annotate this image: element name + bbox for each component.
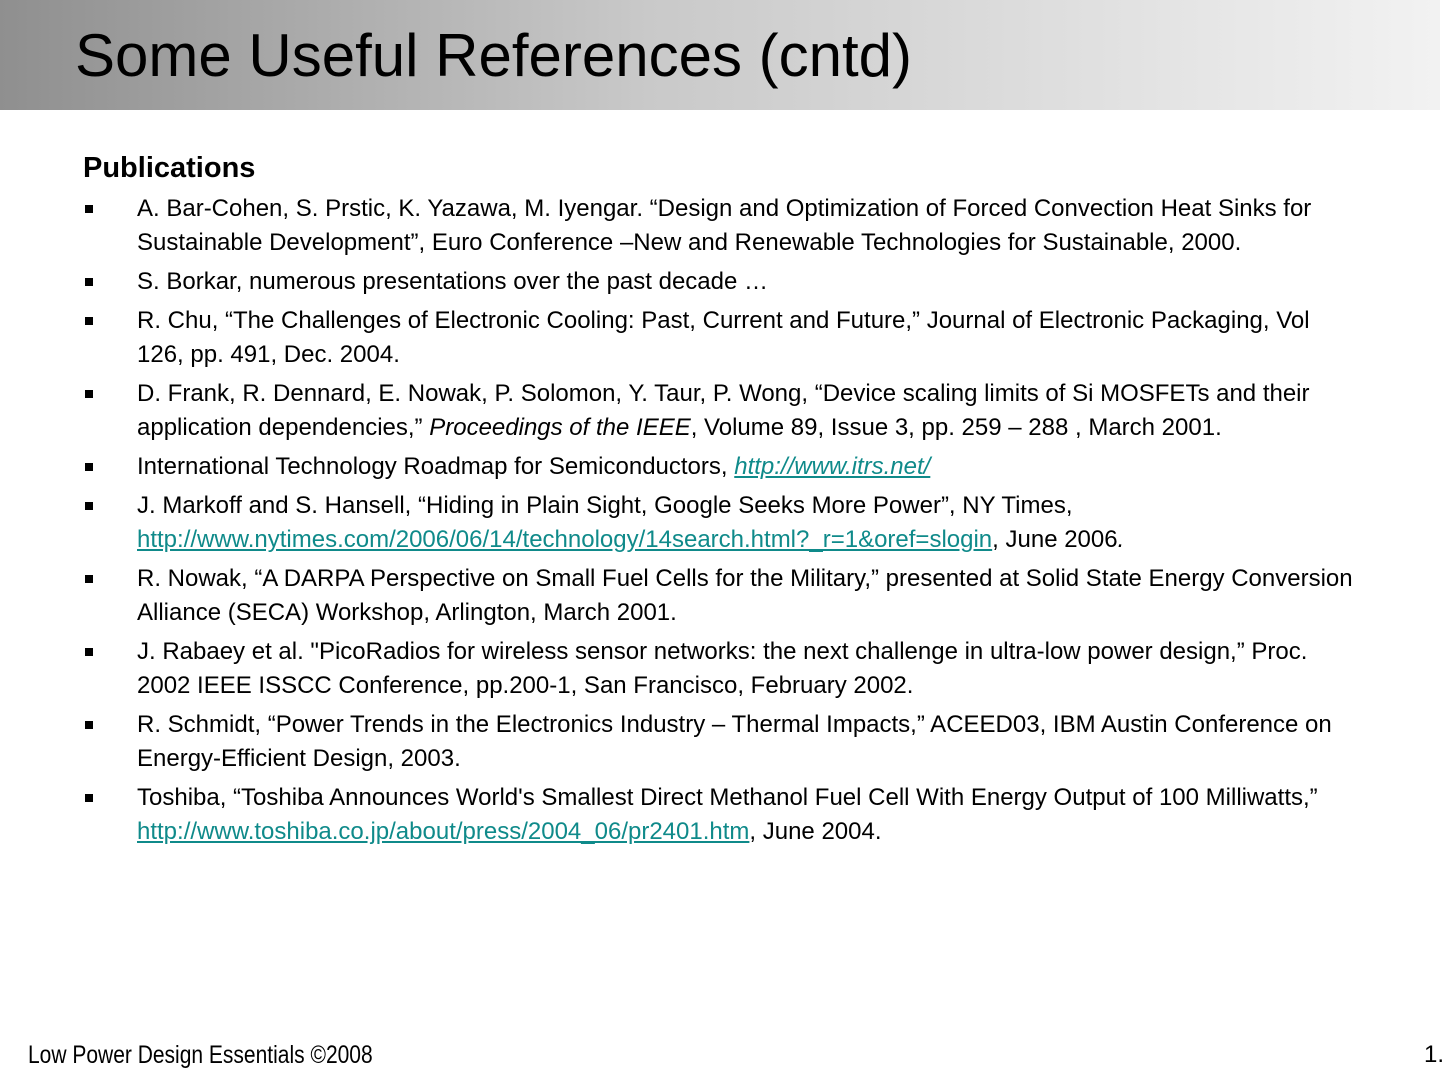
reference-url-link[interactable]: http://www.itrs.net/ xyxy=(734,453,931,480)
square-bullet-icon xyxy=(85,205,93,213)
reference-item xyxy=(83,192,1353,260)
reference-text: R. Chu, “The Challenges of Electronic Cooling: Past, Current and Future,” Journal of Electronic Packaging, Vol 126, pp. 491, Dec. 2004. xyxy=(137,307,1310,368)
reference-italic-text: . xyxy=(1117,526,1125,553)
reference-text: Toshiba, “Toshiba Announces World's Smallest Direct Methanol Fuel Cell With Energy Output of 100 Milliwatts,” xyxy=(137,784,1318,811)
reference-italic-text: Proceedings of the IEEE xyxy=(429,414,691,441)
footer-copyright: Low Power Design Essentials ©2008 xyxy=(28,1041,373,1069)
reference-text: , June 2004. xyxy=(749,818,882,845)
title-bar xyxy=(0,0,1440,110)
reference-text: R. Nowak, “A DARPA Perspective on Small Fuel Cells for the Military,” presented at Solid State Energy Conversion Alliance (SECA) Workshop, Arlington, March 2001. xyxy=(137,565,1353,626)
reference-text: D. Frank, R. Dennard, E. Nowak, P. Solomon, Y. Taur, P. Wong, “Device scaling limits of Si MOSFETs and their application dependencies,” xyxy=(137,380,1310,441)
reference-item xyxy=(83,377,1353,445)
reference-text: International Technology Roadmap for Semiconductors, xyxy=(137,453,735,480)
section-heading: Publications xyxy=(83,152,256,184)
square-bullet-icon xyxy=(85,721,93,729)
reference-url-link[interactable]: http://www.nytimes.com/2006/06/14/technology/14search.html?_r=1&oref=slogin xyxy=(137,526,993,553)
reference-text: J. Rabaey et al. "PicoRadios for wireless sensor networks: the next challenge in ultra-low power design,” Proc. 2002 IEEE ISSCC Conference, pp.200-1, San Francisco, February 2002. xyxy=(137,638,1308,699)
slide-number: 1. xyxy=(1424,1041,1444,1068)
reference-item xyxy=(83,489,1353,557)
reference-text: , Volume 89, Issue 3, pp. 259 – 288 , March 2001. xyxy=(690,414,1222,441)
reference-item xyxy=(83,781,1353,849)
reference-text: J. Markoff and S. Hansell, “Hiding in Plain Sight, Google Seeks More Power”, NY Times, xyxy=(137,492,1073,519)
square-bullet-icon xyxy=(85,575,93,583)
square-bullet-icon xyxy=(85,317,93,325)
reference-text: S. Borkar, numerous presentations over the past decade … xyxy=(137,268,769,295)
square-bullet-icon xyxy=(85,390,93,398)
reference-item xyxy=(83,708,1353,776)
reference-list xyxy=(83,192,1353,849)
slide-title: Some Useful References (cntd) xyxy=(75,22,913,89)
reference-text: A. Bar-Cohen, S. Prstic, K. Yazawa, M. Iyengar. “Design and Optimization of Forced Convection Heat Sinks for Sustainable Development”, Euro Conference –New and Renewable Technologies for Sustainable, 2000. xyxy=(137,195,1312,256)
reference-item xyxy=(83,635,1353,703)
square-bullet-icon xyxy=(85,502,93,510)
reference-item xyxy=(83,265,1353,299)
square-bullet-icon xyxy=(85,278,93,286)
reference-item xyxy=(83,450,1353,484)
square-bullet-icon xyxy=(85,794,93,802)
square-bullet-icon xyxy=(85,648,93,656)
reference-item xyxy=(83,304,1353,372)
reference-text: , June 2006 xyxy=(992,526,1118,553)
reference-item xyxy=(83,562,1353,630)
square-bullet-icon xyxy=(85,463,93,471)
slide-body xyxy=(83,150,1353,854)
reference-text: R. Schmidt, “Power Trends in the Electronics Industry – Thermal Impacts,” ACEED03, IBM Austin Conference on Energy-Efficient Design, 2003. xyxy=(137,711,1332,772)
reference-url-link[interactable]: http://www.toshiba.co.jp/about/press/2004_06/pr2401.htm xyxy=(137,818,750,845)
